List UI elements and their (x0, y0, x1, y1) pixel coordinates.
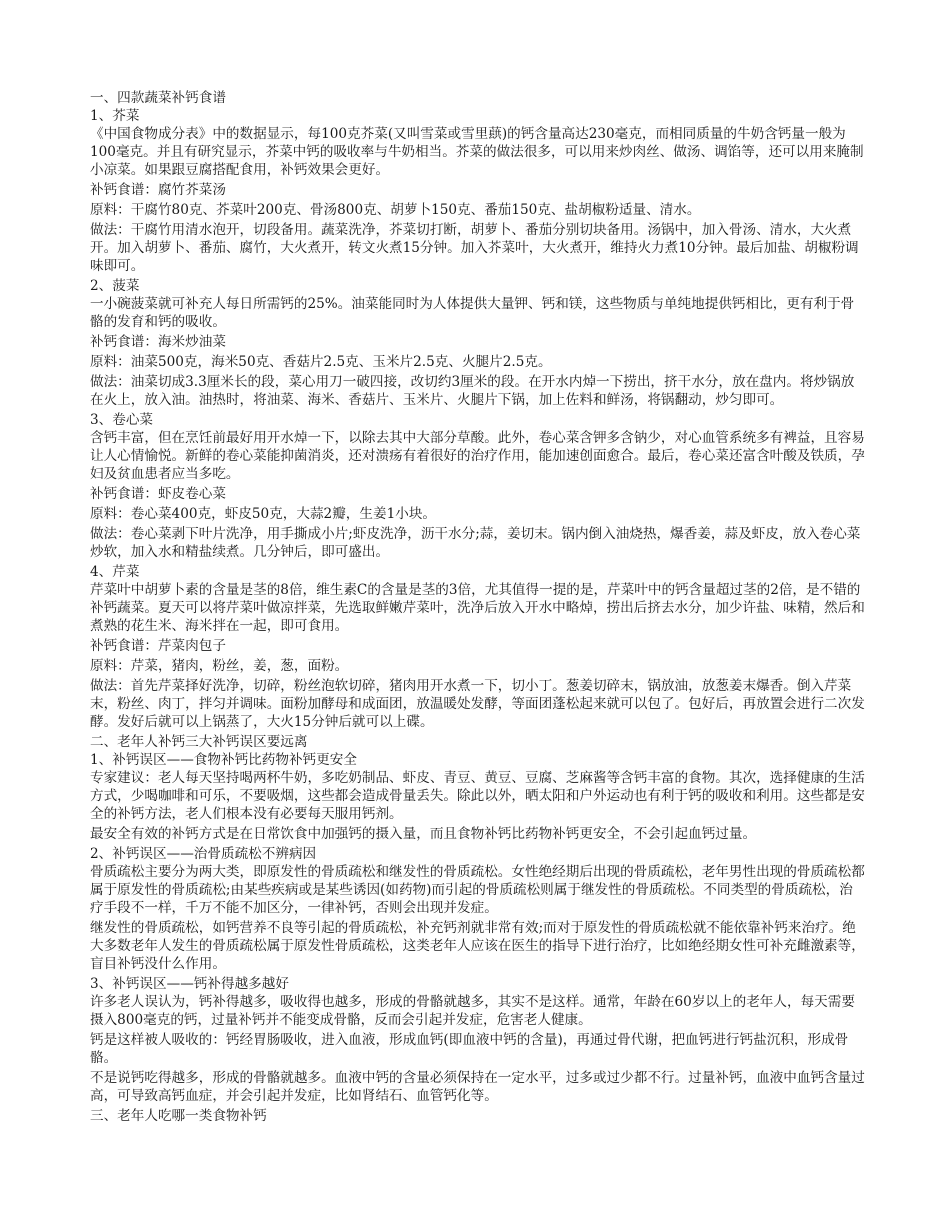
paragraph: 芹菜叶中胡萝卜素的含量是茎的8倍，维生素C的含量是茎的3倍，尤其值得一提的是，芹菜叶中的钙含量超过茎的2倍，是不错的补钙蔬菜。夏天可以将芹菜叶做凉拌菜，先选取鲜嫩芹菜叶，洗净后放入开水中略焯，捞出后挤去水分，加少许盐、味精，然后和煮熟的花生米、海米拌在一起，即可食用。 (90, 582, 865, 634)
paragraph: 钙是这样被人吸收的：钙经胃肠吸收，进入血液，形成血钙(即血液中钙的含量)，再通过骨代谢，把血钙进行钙盐沉积，形成骨骼。 (90, 1032, 849, 1066)
paragraph: 原料：油菜500克，海米50克、香菇片2.5克、玉米片2.5克、火腿片2.5克。 (90, 354, 552, 370)
subsection-heading: 3、卷心菜 (90, 412, 154, 428)
subsection-heading: 1、芥菜 (90, 108, 140, 124)
paragraph: 做法：卷心菜剥下叶片洗净，用手撕成小片;虾皮洗净，沥干水分;蒜，姜切末。锅内倒入油烧热，爆香姜，蒜及虾皮，放入卷心菜炒软，加入水和精盐续煮。几分钟后，即可盛出。 (90, 526, 861, 560)
section-heading: 二、老年人补钙三大补钙误区要远离 (90, 734, 308, 750)
section-heading: 一、四款蔬菜补钙食谱 (90, 90, 226, 106)
paragraph: 做法：油菜切成3.3厘米长的段，菜心用刀一破四接，改切约3厘米的段。在开水内焯一下捞出，挤干水分，放在盘内。将炒锅放在火上，放入油。油热时，将油菜、海米、香菇片、玉米片、火腿片下锅，加上佐料和鲜汤，将锅翻动，炒匀即可。 (90, 374, 855, 408)
subsection-heading: 2、补钙误区——治骨质疏松不辨病因 (90, 846, 317, 862)
paragraph: 补钙食谱：芹菜肉包子 (90, 638, 226, 654)
subsection-heading: 1、补钙误区——食物补钙比药物补钙更安全 (90, 752, 357, 768)
paragraph: 含钙丰富，但在烹饪前最好用开水焯一下，以除去其中大部分草酸。此外，卷心菜含钾多含钠少，对心血管系统多有裨益，且容易让人心情愉悦。新鲜的卷心菜能抑菌消炎，还对溃疡有着很好的治疗作用，能加速创面愈合。最后，卷心菜还富含叶酸及铁质，孕妇及贫血患者应当多吃。 (90, 430, 865, 482)
subsection-heading: 2、菠菜 (90, 278, 140, 294)
paragraph: 《中国食物成分表》中的数据显示，每100克芥菜(又叫雪菜或雪里蕻)的钙含量高达230毫克，而相同质量的牛奶含钙量一般为100毫克。并且有研究显示，芥菜中钙的吸收率与牛奶相当。芥菜的做法很多，可以用来炒肉丝、做汤、调馅等，还可以用来腌制小凉菜。如果跟豆腐搭配食用，补钙效果会更好。 (90, 126, 864, 178)
paragraph: 补钙食谱：海米炒油菜 (90, 334, 226, 350)
paragraph: 骨质疏松主要分为两大类，即原发性的骨质疏松和继发性的骨质疏松。女性绝经期后出现的骨质疏松，老年男性出现的骨质疏松都属于原发性的骨质疏松;由某些疾病或是某些诱因(如药物)而引起的骨质疏松则属于继发性的骨质疏松。不同类型的骨质疏松，治疗手段不一样，千万不能不加区分，一律补钙，否则会出现并发症。 (90, 864, 865, 916)
paragraph: 补钙食谱：腐竹芥菜汤 (90, 182, 226, 198)
paragraph: 继发性的骨质疏松，如钙营养不良等引起的骨质疏松，补充钙剂就非常有效;而对于原发性的骨质疏松就不能依靠补钙来治疗。绝大多数老年人发生的骨质疏松属于原发性骨质疏松，这类老年人应该在医生的指导下进行治疗，比如绝经期女性可补充雌激素等，盲目补钙没什么作用。 (90, 920, 865, 972)
paragraph: 原料：干腐竹80克、芥菜叶200克、骨汤800克、胡萝卜150克、番茄150克、盐胡椒粉适量、清水。 (90, 202, 701, 218)
paragraph: 原料：芹菜，猪肉，粉丝，姜，葱，面粉。 (90, 658, 349, 674)
paragraph: 许多老人误认为，钙补得越多，吸收得也越多，形成的骨骼就越多，其实不是这样。通常，年龄在60岁以上的老年人，每天需要摄入800毫克的钙，过量补钙并不能变成骨骼，反而会引起并发症，危害老人健康。 (90, 994, 855, 1028)
paragraph: 做法：首先芹菜择好洗净，切碎，粉丝泡软切碎，猪肉用开水煮一下，切小丁。葱姜切碎末，锅放油，放葱姜末爆香。倒入芹菜末，粉丝、肉丁，拌匀并调味。面粉加酵母和成面团，放温暖处发酵，等面团蓬松起来就可以包了。包好后，再放置会进行二次发酵。发好后就可以上锅蒸了，大火15分钟后就可以上碟。 (90, 678, 865, 730)
subsection-heading: 3、补钙误区——钙补得越多越好 (90, 976, 289, 992)
paragraph: 补钙食谱：虾皮卷心菜 (90, 486, 226, 502)
paragraph: 原料：卷心菜400克，虾皮50克，大蒜2瓣，生姜1小块。 (90, 506, 437, 522)
paragraph: 做法：干腐竹用清水泡开，切段备用。蔬菜洗净，芥菜切打断，胡萝卜、番茄分别切块备用。汤锅中，加入骨汤、清水，大火煮开。加入胡萝卜、番茄、腐竹，大火煮开，转文火煮15分钟。加入芥菜叶，大火煮开，维持火力煮10分钟。最后加盐、胡椒粉调味即可。 (90, 222, 859, 274)
paragraph: 一小碗菠菜就可补充人每日所需钙的25%。油菜能同时为人体提供大量钾、钙和镁，这些物质与单纯地提供钙相比，更有利于骨骼的发育和钙的吸收。 (90, 296, 855, 330)
paragraph: 最安全有效的补钙方式是在日常饮食中加强钙的摄入量，而且食物补钙比药物补钙更安全，不会引起血钙过量。 (90, 826, 757, 842)
document-page (90, 89, 865, 1125)
paragraph: 不是说钙吃得越多，形成的骨骼就越多。血液中钙的含量必须保持在一定水平，过多或过少都不行。过量补钙，血液中血钙含量过高，可导致高钙血症，并会引起并发症，比如肾结石、血管钙化等。 (90, 1070, 865, 1104)
paragraph: 专家建议：老人每天坚持喝两杯牛奶，多吃奶制品、虾皮、青豆、黄豆、豆腐、芝麻酱等含钙丰富的食物。其次，选择健康的生活方式，少喝咖啡和可乐，不要吸烟，这些都会造成骨量丢失。除此以外，晒太阳和户外运动也有利于钙的吸收和利用。这些都是安全的补钙方法，老人们根本没有必要每天服用钙剂。 (90, 770, 865, 822)
section-heading: 三、老年人吃哪一类食物补钙 (90, 1108, 267, 1124)
subsection-heading: 4、芹菜 (90, 564, 140, 580)
